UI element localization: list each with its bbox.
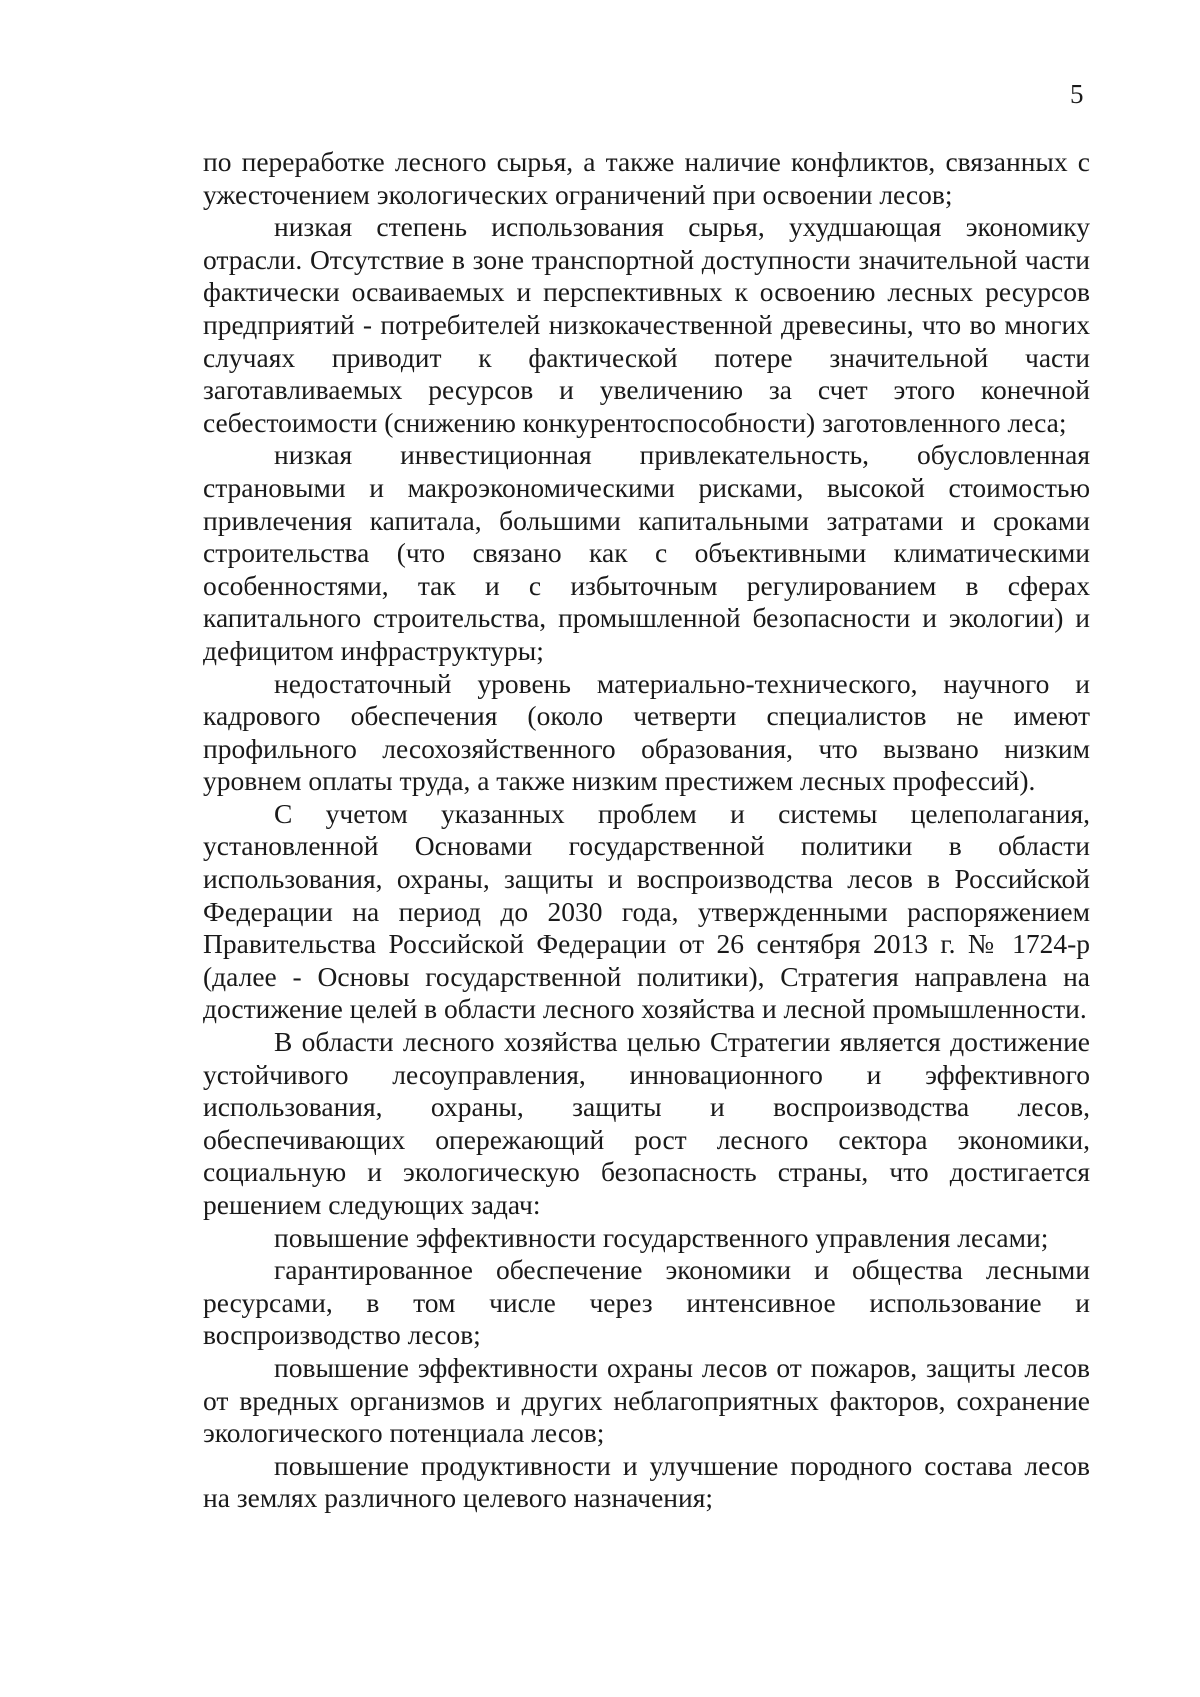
paragraph-strategy-goals: С учетом указанных проблем и системы целеполагания, установленной Основами государственной политики в области использования, охраны, защиты и воспроизводства лесов в Российской Федерации на период до 2030 года, утвержденными распоряжением Правительства Российской Федерации от 26 сентября 2013 г. № 1724-р (далее - Основы государственной политики), Стратегия направлена на достижение целей в области лесного хозяйства и лесной промышленности. [203,797,1090,1025]
paragraph-low-investment-appeal: низкая инвестиционная привлекательность, обусловленная страновыми и макроэкономическими рисками, высокой стоимостью привлечения капитала, большими капитальными затратами и сроками строительства (что связано как с объективными климатическими особенностями, так и с избыточным регулированием в сферах капитального строительства, промышленной безопасности и экологии) и дефицитом инфраструктуры; [203,439,1090,666]
paragraph-low-raw-material-use: низкая степень использования сырья, ухудшающая экономику отрасли. Отсутствие в зоне транспортной доступности значительной части фактически осваиваемых и перспективных к освоению лесных ресурсов предприятий - потребителей низкокачественной древесины, что во многих случаях приводит к фактической потере значительной части заготавливаемых ресурсов и увеличению за счет этого конечной себестоимости (снижению конкурентоспособности) заготовленного леса; [203,211,1090,438]
document-body [203,146,1090,1515]
page-number: 5 [1070,79,1084,109]
task-item-resource-supply: гарантированное обеспечение экономики и общества лесными ресурсами, в том числе через интенсивное использование и воспроизводство лесов; [203,1254,1090,1351]
task-item-productivity: повышение продуктивности и улучшение породного состава лесов на землях различного целевого назначения; [203,1449,1090,1514]
paragraph-forestry-goal: В области лесного хозяйства целью Стратегии является достижение устойчивого лесоуправления, инновационного и эффективного использования, охраны, защиты и воспроизводства лесов, обеспечивающих опережающий рост лесного сектора экономики, социальную и экологическую безопасность страны, что достигается решением следующих задач: [203,1026,1090,1220]
paragraph-continuation: по переработке лесного сырья, а также наличие конфликтов, связанных с ужесточением экологических ограничений при освоении лесов; [203,146,1090,210]
paragraph-insufficient-support: недостаточный уровень материально-технического, научного и кадрового обеспечения (около четверти специалистов не имеют профильного лесохозяйственного образования, что вызвано низким уровнем оплаты труда, а также низким престижем лесных профессий). [203,667,1090,797]
task-item-forest-protection: повышение эффективности охраны лесов от пожаров, защиты лесов от вредных организмов и других неблагоприятных факторов, сохранение экологического потенциала лесов; [203,1351,1090,1449]
task-item-governance: повышение эффективности государственного управления лесами; [274,1221,1049,1253]
